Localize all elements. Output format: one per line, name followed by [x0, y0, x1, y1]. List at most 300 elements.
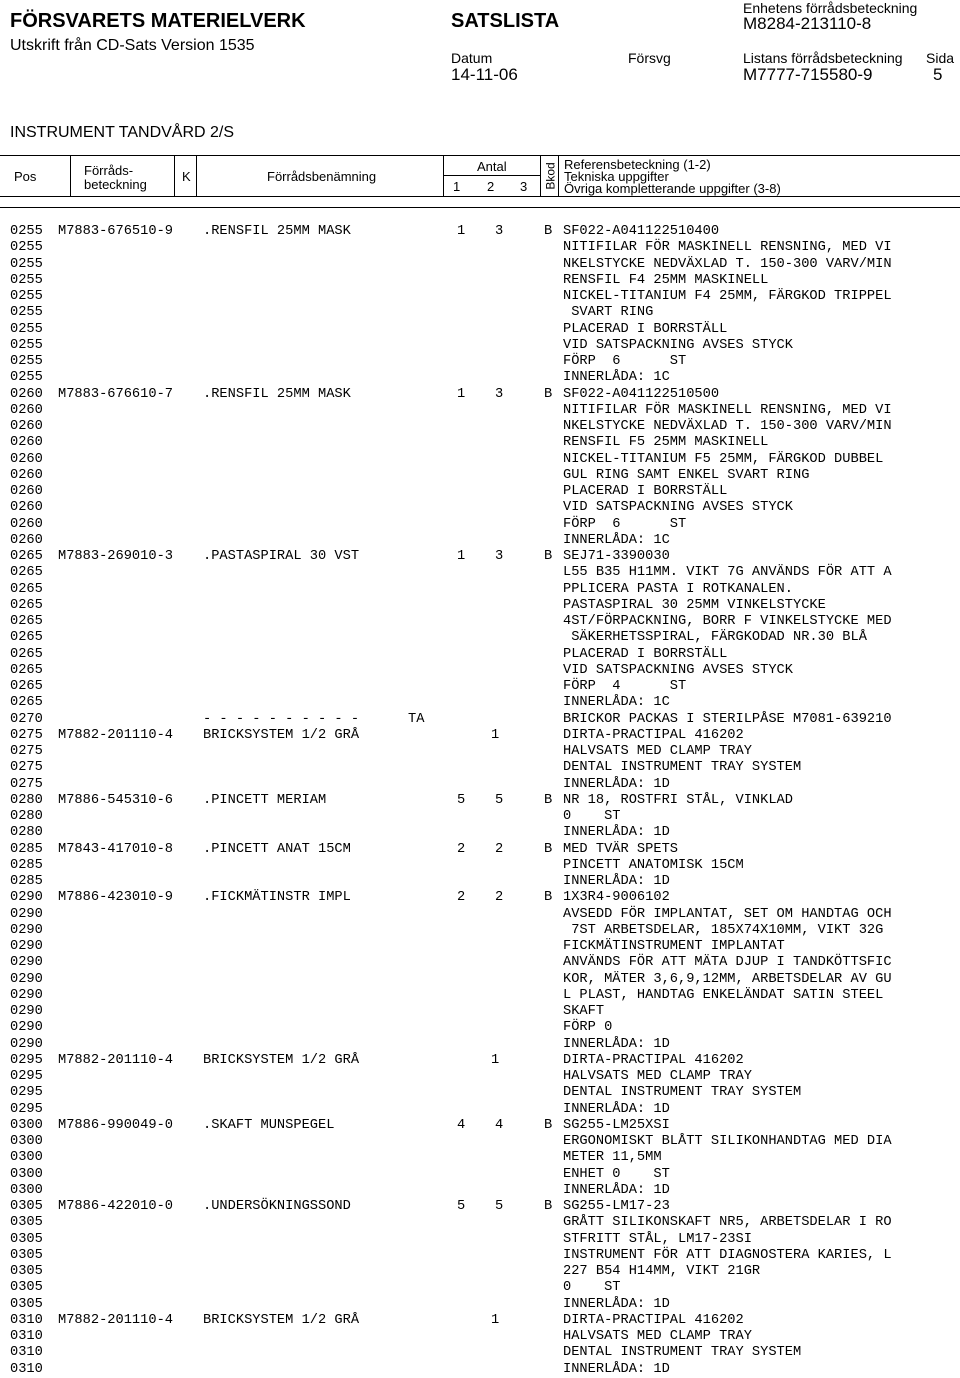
cell-a1: 5	[457, 792, 466, 808]
cell-pos: 0300	[10, 1182, 43, 1198]
table-row	[10, 695, 955, 711]
cell-ref: METER 11,5MM	[563, 1150, 662, 1166]
cell-name: .FICKMÄTINSTR IMPL	[203, 890, 351, 906]
cell-ref: 4ST/FÖRPACKNING, BORR F VINKELSTYCKE MED	[563, 614, 892, 629]
cell-ref: 0 ST	[563, 1280, 621, 1296]
cell-pos: 0265	[10, 614, 43, 629]
col-bkod-label: Bkod	[543, 162, 558, 190]
cell-pos: 0255	[10, 337, 43, 353]
cell-ref: 7ST ARBETSDELAR, 185X74X10MM, VIKT 32G	[563, 922, 884, 938]
table-row	[10, 809, 955, 825]
table-row	[10, 1053, 955, 1069]
table-row	[10, 257, 955, 273]
cell-pos: 0265	[10, 597, 43, 613]
table-row	[10, 890, 955, 906]
col-forrads: Förråds-	[84, 163, 134, 178]
cell-pos: 0290	[10, 922, 43, 938]
cell-ref: 1X3R4-9006102	[563, 890, 670, 906]
list-label: Listans förrådsbeteckning	[743, 50, 903, 66]
cell-a1: 2	[457, 890, 466, 906]
date-label: Datum	[451, 50, 493, 66]
col-tech: Tekniska uppgifter	[564, 169, 669, 184]
item-list	[10, 224, 955, 1378]
table-row	[10, 663, 955, 679]
table-row	[10, 874, 955, 890]
cell-a1: 1	[457, 386, 466, 402]
cell-pos: 0310	[10, 1361, 43, 1377]
cell-ref: FICKMÄTINSTRUMENT IMPLANTAT	[563, 939, 785, 954]
cell-ref: INNERLÅDA: 1D	[563, 1182, 670, 1198]
cell-ref: KOR, MÄTER 3,6,9,12MM, ARBETSDELAR AV GU	[563, 971, 892, 987]
table-row	[10, 1280, 955, 1296]
cell-id: M7843-417010-8	[58, 841, 173, 857]
cell-ref: RENSFIL F5 25MM MASKINELL	[563, 435, 769, 451]
page-value: 5	[933, 65, 943, 84]
table-row	[10, 1215, 955, 1231]
cell-pos: 0310	[10, 1312, 43, 1328]
table-row	[10, 517, 955, 533]
cell-a2: 1	[491, 1312, 500, 1328]
cell-ref: INSTRUMENT FÖR ATT DIAGNOSTERA KARIES, L	[563, 1247, 892, 1263]
cell-name: .RENSFIL 25MM MASK	[203, 386, 351, 402]
col-sep	[540, 155, 541, 196]
cell-pos: 0265	[10, 630, 43, 646]
cell-ref: INNERLÅDA: 1D	[563, 825, 670, 841]
table-row	[10, 289, 955, 305]
cell-pos: 0290	[10, 971, 43, 987]
cell-ref: FÖRP 0	[563, 1020, 613, 1036]
cell-pos: 0300	[10, 1150, 43, 1166]
col-other: Övriga kompletterande uppgifter (3-8)	[564, 181, 781, 196]
cell-pos: 0255	[10, 224, 43, 239]
table-row	[10, 1264, 955, 1280]
table-row	[10, 273, 955, 289]
table-row	[10, 1248, 955, 1264]
cell-pos: 0265	[10, 695, 43, 711]
table-row	[10, 533, 955, 549]
cell-ref: INNERLÅDA: 1D	[563, 1361, 670, 1377]
cell-pos: 0285	[10, 874, 43, 889]
table-row	[10, 565, 955, 581]
cell-pos: 0305	[10, 1215, 43, 1231]
table-row	[10, 728, 955, 744]
forsvg-label: Försvg	[628, 50, 671, 66]
unit-label: Enhetens förrådsbeteckning	[743, 0, 918, 16]
cell-id: M7883-676510-9	[58, 224, 173, 239]
col-antal: Antal	[477, 159, 507, 174]
table-row	[10, 224, 955, 240]
cell-a3: 3	[495, 386, 504, 402]
table-row	[10, 1297, 955, 1313]
cell-pos: 0300	[10, 1117, 43, 1133]
cell-id: M7886-422010-0	[58, 1199, 173, 1214]
cell-ref: HALVSATS MED CLAMP TRAY	[563, 1069, 752, 1084]
cell-ref: PLACERAD I BORRSTÄLL	[563, 321, 728, 337]
cell-pos: 0305	[10, 1247, 43, 1263]
cell-pos: 0260	[10, 451, 43, 467]
table-row	[10, 403, 955, 419]
col-sep	[70, 155, 71, 196]
table-row	[10, 955, 955, 971]
cell-id: M7882-201110-4	[58, 1312, 173, 1328]
table-row	[10, 679, 955, 695]
cell-pos: 0295	[10, 1069, 43, 1084]
table-row	[10, 1069, 955, 1085]
col-antal-3: 3	[520, 179, 528, 194]
cell-bkod: B	[544, 386, 553, 402]
cell-ref: ANVÄNDS FÖR ATT MÄTA DJUP I TANDKÖTTSFIC	[563, 955, 892, 971]
table-row	[10, 712, 955, 728]
cell-bkod: B	[544, 890, 553, 906]
cell-pos: 0255	[10, 354, 43, 369]
cell-name: - - - - - - - - - -	[203, 711, 360, 727]
header-top-rule	[0, 155, 960, 156]
cell-pos: 0290	[10, 1036, 43, 1052]
cell-pos: 0285	[10, 841, 43, 857]
table-row	[10, 825, 955, 841]
table-row	[10, 1167, 955, 1183]
table-row	[10, 370, 955, 386]
table-row	[10, 1037, 955, 1053]
cell-ref: INNERLÅDA: 1D	[563, 1101, 670, 1117]
cell-id: M7882-201110-4	[58, 1052, 173, 1068]
table-top-rule	[0, 207, 960, 208]
cell-pos: 0260	[10, 532, 43, 548]
cell-pos: 0290	[10, 890, 43, 906]
cell-ref: DENTAL INSTRUMENT TRAY SYSTEM	[563, 1085, 802, 1101]
cell-pos: 0280	[10, 825, 43, 841]
cell-ref: 227 B54 H14MM, VIKT 21GR	[563, 1264, 761, 1279]
cell-ref: DENTAL INSTRUMENT TRAY SYSTEM	[563, 1345, 802, 1361]
col-k: K	[182, 169, 191, 184]
table-row	[10, 858, 955, 874]
cell-bkod: B	[544, 224, 553, 239]
cell-ref: DIRTA-PRACTIPAL 416202	[563, 1312, 744, 1328]
table-row	[10, 1362, 955, 1378]
cell-ref: GRÅTT SILIKONSKAFT NR5, ARBETSDELAR I RO	[563, 1215, 892, 1231]
cell-ref: PLACERAD I BORRSTÄLL	[563, 484, 728, 499]
cell-a1: 2	[457, 841, 466, 857]
page-label: Sida	[926, 50, 955, 66]
table-row	[10, 305, 955, 321]
cell-pos: 0295	[10, 1052, 43, 1068]
cell-ref: MED TVÄR SPETS	[563, 841, 678, 857]
section-title: INSTRUMENT TANDVÅRD 2/S	[10, 124, 235, 141]
table-row	[10, 1085, 955, 1101]
cell-bkod: B	[544, 549, 553, 564]
col-name: Förrådsbenämning	[267, 169, 377, 184]
cell-pos: 0275	[10, 727, 43, 743]
cell-ref: 0 ST	[563, 809, 621, 824]
cell-bkod: B	[544, 841, 553, 857]
table-row	[10, 614, 955, 630]
table-row	[10, 240, 955, 256]
cell-ref: HALVSATS MED CLAMP TRAY	[563, 744, 752, 759]
cell-pos: 0275	[10, 776, 43, 792]
cell-id: M7886-990049-0	[58, 1117, 173, 1133]
cell-pos: 0285	[10, 857, 43, 873]
cell-pos: 0290	[10, 1020, 43, 1036]
date-value: 14-11-06	[451, 65, 518, 84]
table-row	[10, 842, 955, 858]
cell-a3: 5	[495, 792, 504, 808]
table-row	[10, 939, 955, 955]
cell-pos: 0260	[10, 516, 43, 532]
cell-pos: 0260	[10, 500, 43, 516]
cell-pos: 0255	[10, 272, 43, 288]
cell-id: M7883-676610-7	[58, 386, 173, 402]
cell-a1: 1	[457, 549, 466, 564]
cell-pos: 0295	[10, 1101, 43, 1117]
cell-ref: INNERLÅDA: 1D	[563, 874, 670, 889]
cell-ref: DIRTA-PRACTIPAL 416202	[563, 727, 744, 743]
col-sep	[196, 155, 197, 196]
cell-ref: PASTASPIRAL 30 25MM VINKELSTYCKE	[563, 597, 826, 613]
cell-pos: 0305	[10, 1280, 43, 1296]
table-row	[10, 582, 955, 598]
cell-a3: 2	[495, 841, 504, 857]
cell-pos: 0290	[10, 987, 43, 1003]
cell-ref: SEJ71-3390030	[563, 549, 670, 564]
cell-pos: 0305	[10, 1296, 43, 1312]
cell-ref: DIRTA-PRACTIPAL 416202	[563, 1052, 744, 1068]
table-row	[10, 760, 955, 776]
cell-ref: RENSFIL F4 25MM MASKINELL	[563, 272, 769, 288]
table-row	[10, 630, 955, 646]
cell-pos: 0260	[10, 386, 43, 402]
cell-ref: INNERLÅDA: 1D	[563, 1296, 670, 1312]
cell-a1: 1	[457, 224, 466, 239]
cell-pos: 0260	[10, 402, 43, 418]
cell-ref: INNERLÅDA: 1D	[563, 1036, 670, 1052]
cell-ref: PINCETT ANATOMISK 15CM	[563, 857, 744, 873]
cell-pos: 0255	[10, 289, 43, 304]
cell-pos: 0265	[10, 679, 43, 694]
table-row	[10, 777, 955, 793]
table-row	[10, 338, 955, 354]
cell-pos: 0265	[10, 662, 43, 678]
cell-name: BRICKSYSTEM 1/2 GRÅ	[203, 1312, 360, 1328]
table-row	[10, 1232, 955, 1248]
cell-ref: DENTAL INSTRUMENT TRAY SYSTEM	[563, 760, 802, 776]
antal-rule	[443, 175, 540, 176]
cell-a1: 5	[457, 1199, 466, 1214]
cell-pos: 0270	[10, 711, 43, 727]
cell-pos: 0305	[10, 1264, 43, 1279]
col-bkod	[543, 158, 562, 194]
cell-ref: NR 18, ROSTFRI STÅL, VINKLAD	[563, 792, 793, 808]
col-antal-1: 1	[453, 179, 461, 194]
table-row	[10, 744, 955, 760]
cell-pos: 0310	[10, 1345, 43, 1361]
table-row	[10, 1150, 955, 1166]
cell-ref: NITIFILAR FÖR MASKINELL RENSNING, MED VI	[563, 240, 892, 256]
cell-name: BRICKSYSTEM 1/2 GRÅ	[203, 727, 360, 743]
cell-pos: 0280	[10, 809, 43, 824]
cell-ref: L55 B35 H11MM. VIKT 7G ANVÄNDS FÖR ATT A	[563, 565, 892, 581]
cell-ref: PLACERAD I BORRSTÄLL	[563, 646, 728, 662]
cell-ref: SF022-A041122510400	[563, 224, 720, 239]
cell-ref: INNERLÅDA: 1C	[563, 695, 670, 711]
cell-pos: 0305	[10, 1199, 43, 1214]
cell-ref: INNERLÅDA: 1D	[563, 776, 670, 792]
cell-ref: FÖRP 6 ST	[563, 516, 687, 532]
cell-pos: 0300	[10, 1134, 43, 1149]
table-row	[10, 1134, 955, 1150]
table-row	[10, 1102, 955, 1118]
cell-ref: AVSEDD FÖR IMPLANTAT, SET OM HANDTAG OCH	[563, 906, 892, 922]
table-row	[10, 468, 955, 484]
cell-bkod: B	[544, 1199, 553, 1214]
cell-ref: SF022-A041122510500	[563, 386, 720, 402]
table-row	[10, 322, 955, 338]
cell-ref: SÄKERHETSSPIRAL, FÄRGKODAD NR.30 BLÅ	[563, 630, 867, 646]
table-row	[10, 1183, 955, 1199]
cell-ref: NICKEL-TITANIUM F5 25MM, FÄRGKOD DUBBEL	[563, 451, 884, 467]
cell-pos: 0265	[10, 565, 43, 581]
table-row	[10, 988, 955, 1004]
cell-pos: 0255	[10, 256, 43, 272]
cell-pos: 0255	[10, 321, 43, 337]
table-row	[10, 1313, 955, 1329]
cell-bkod: B	[544, 1117, 553, 1133]
cell-pos: 0280	[10, 792, 43, 808]
cell-pos: 0290	[10, 955, 43, 971]
table-row	[10, 1345, 955, 1361]
org-name: FÖRSVARETS MATERIELVERK	[10, 10, 306, 32]
cell-ref: NITIFILAR FÖR MASKINELL RENSNING, MED VI	[563, 402, 892, 418]
list-value: M7777-715580-9	[743, 65, 873, 84]
cell-name: .UNDERSÖKNINGSSOND	[203, 1199, 351, 1214]
table-row	[10, 435, 955, 451]
table-row	[10, 452, 955, 468]
table-row	[10, 647, 955, 663]
doc-type: SATSLISTA	[451, 10, 560, 32]
cell-pos: 0260	[10, 484, 43, 499]
cell-name: .PINCETT ANAT 15CM	[203, 841, 351, 857]
cell-ref: BRICKOR PACKAS I STERILPÅSE M7081-639210	[563, 711, 892, 727]
cell-a2: 1	[491, 1052, 500, 1068]
cell-ref: L PLAST, HANDTAG ENKELÄNDAT SATIN STEEL	[563, 987, 884, 1003]
unit-value: M8284-213110-8	[743, 14, 872, 33]
cell-pos: 0275	[10, 760, 43, 776]
cell-pos: 0275	[10, 744, 43, 759]
table-row	[10, 793, 955, 809]
table-row	[10, 972, 955, 988]
cell-ref: ENHET 0 ST	[563, 1166, 670, 1182]
table-row	[10, 484, 955, 500]
cell-ref: HALVSATS MED CLAMP TRAY	[563, 1329, 752, 1344]
cell-ref: INNERLÅDA: 1C	[563, 370, 670, 386]
cell-pos: 0290	[10, 906, 43, 922]
cell-pos: 0295	[10, 1085, 43, 1101]
cell-ref: FÖRP 6 ST	[563, 354, 687, 369]
cell-pos: 0265	[10, 581, 43, 597]
cell-bkod: B	[544, 792, 553, 808]
cell-pos: 0255	[10, 305, 43, 321]
cell-pos: 0300	[10, 1166, 43, 1182]
cell-pos: 0305	[10, 1231, 43, 1247]
cell-pos: 0310	[10, 1329, 43, 1344]
table-row	[10, 1004, 955, 1020]
cell-pos: 0260	[10, 467, 43, 483]
table-row	[10, 1199, 955, 1215]
cell-id: M7886-545310-6	[58, 792, 173, 808]
cell-ref: FÖRP 4 ST	[563, 679, 687, 694]
cell-pos: 0255	[10, 370, 43, 386]
table-row	[10, 549, 955, 565]
cell-pos: 0265	[10, 549, 43, 564]
table-row	[10, 387, 955, 403]
header-bottom-rule	[0, 196, 960, 197]
table-row	[10, 907, 955, 923]
cell-pos: 0290	[10, 939, 43, 954]
col-pos: Pos	[14, 169, 37, 184]
cell-ref: SG255-LM17-23	[563, 1199, 670, 1214]
cell-name: .RENSFIL 25MM MASK	[203, 224, 351, 239]
cell-name: .SKAFT MUNSPEGEL	[203, 1117, 335, 1133]
cell-id: M7883-269010-3	[58, 549, 173, 564]
table-row	[10, 598, 955, 614]
col-antal-2: 2	[487, 179, 495, 194]
table-row	[10, 1329, 955, 1345]
cell-a3: 5	[495, 1199, 504, 1214]
cell-ref: VID SATSPACKNING AVSES STYCK	[563, 662, 793, 678]
printout-info: Utskrift från CD-Sats Version 1535	[10, 37, 255, 54]
cell-pos: 0260	[10, 419, 43, 434]
cell-a1: 4	[457, 1117, 466, 1133]
table-row	[10, 1118, 955, 1134]
cell-ref: VID SATSPACKNING AVSES STYCK	[563, 337, 793, 353]
col-beteckning: beteckning	[84, 177, 147, 192]
cell-a3: 2	[495, 890, 504, 906]
cell-pos: 0265	[10, 646, 43, 662]
cell-name: .PASTASPIRAL 30 VST	[203, 549, 360, 564]
cell-ref: NKELSTYCKE NEDVÄXLAD T. 150-300 VARV/MIN	[563, 419, 892, 434]
cell-ref: SKAFT	[563, 1004, 605, 1019]
cell-ref: SG255-LM25XSI	[563, 1117, 670, 1133]
cell-a3: 3	[495, 549, 504, 564]
cell-ref: INNERLÅDA: 1C	[563, 532, 670, 548]
col-sep	[174, 155, 175, 196]
cell-id: M7886-423010-9	[58, 890, 173, 906]
table-row	[10, 354, 955, 370]
table-row	[10, 419, 955, 435]
col-ref: Referensbeteckning (1-2)	[564, 157, 711, 172]
cell-ref: PPLICERA PASTA I ROTKANALEN.	[563, 581, 793, 597]
cell-a3: 3	[495, 224, 504, 239]
cell-ref: VID SATSPACKNING AVSES STYCK	[563, 500, 793, 516]
cell-id: M7882-201110-4	[58, 727, 173, 743]
cell-name: BRICKSYSTEM 1/2 GRÅ	[203, 1052, 360, 1068]
cell-ref: GUL RING SAMT ENKEL SVART RING	[563, 467, 810, 483]
cell-ref: SVART RING	[563, 305, 654, 321]
cell-a3: 4	[495, 1117, 504, 1133]
cell-ref: STFRITT STÅL, LM17-23SI	[563, 1231, 752, 1247]
table-row	[10, 1020, 955, 1036]
table-row	[10, 500, 955, 516]
cell-k: TA	[408, 711, 425, 727]
cell-pos: 0255	[10, 240, 43, 256]
cell-name: .PINCETT MERIAM	[203, 792, 327, 808]
cell-a2: 1	[491, 727, 500, 743]
cell-ref: NICKEL-TITANIUM F4 25MM, FÄRGKOD TRIPPEL	[563, 289, 892, 304]
cell-pos: 0260	[10, 435, 43, 451]
cell-pos: 0290	[10, 1004, 43, 1019]
cell-ref: ERGONOMISKT BLÅTT SILIKONHANDTAG MED DIA	[563, 1134, 892, 1149]
cell-ref: NKELSTYCKE NEDVÄXLAD T. 150-300 VARV/MIN	[563, 256, 892, 272]
table-row	[10, 923, 955, 939]
